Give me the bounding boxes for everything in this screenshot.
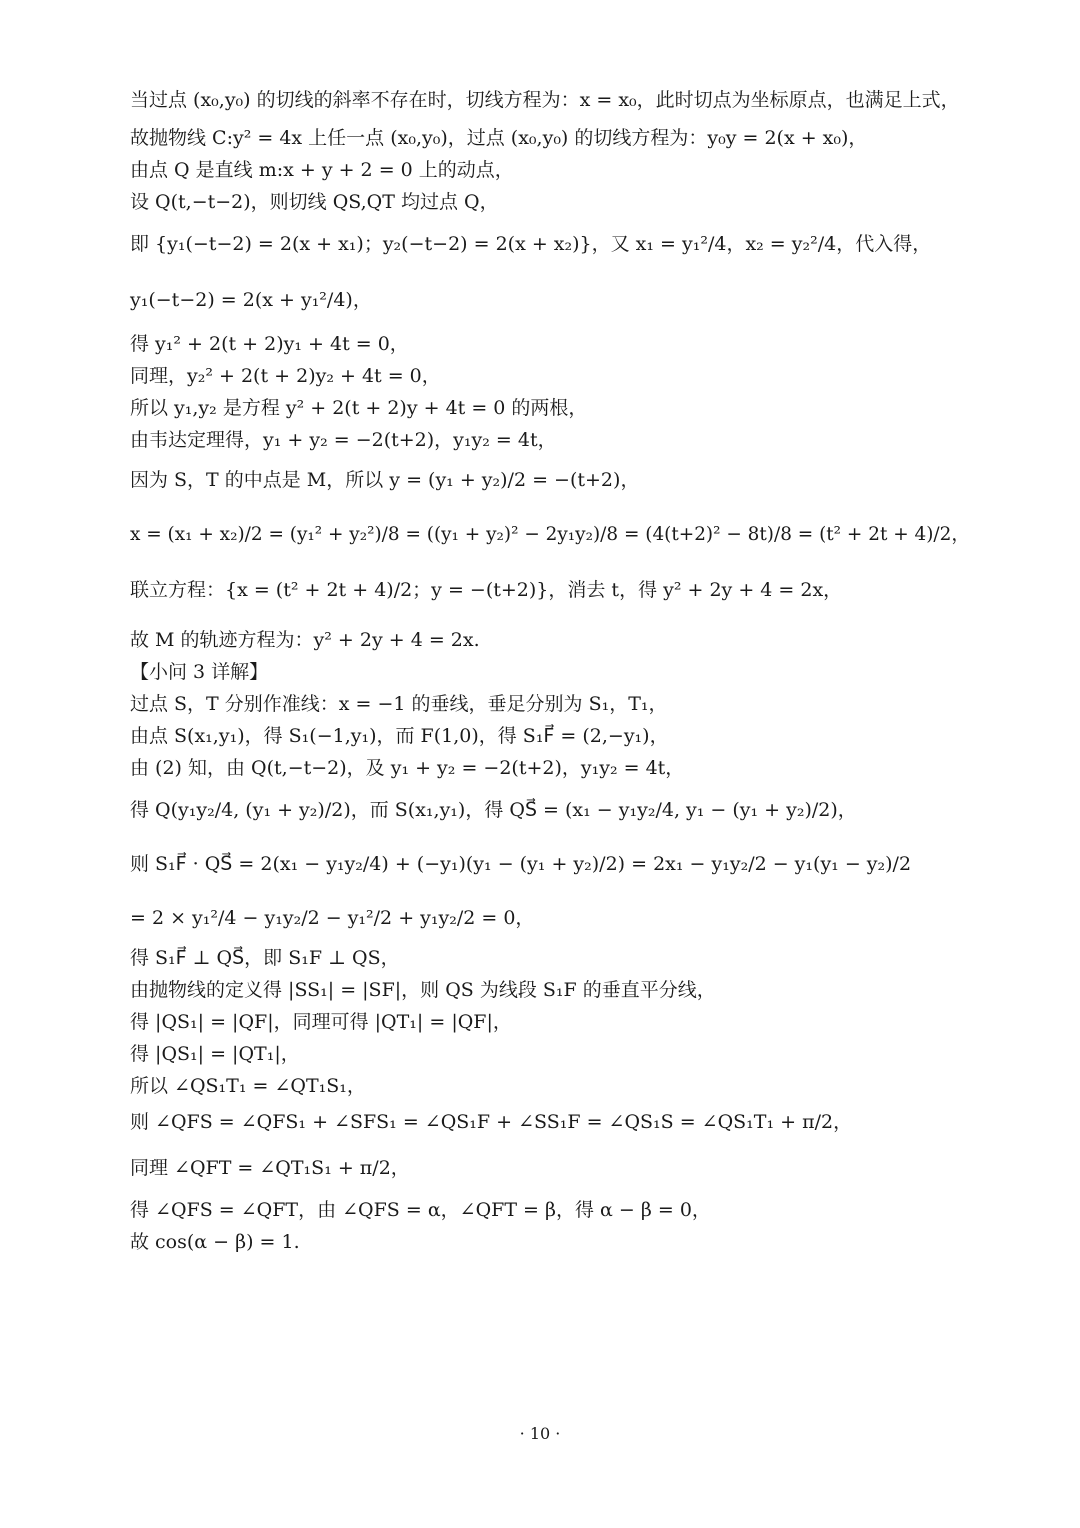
text-line: = 2 × y₁²/4 − y₁y₂/2 − y₁²/2 + y₁y₂/2 = 0， <box>130 907 535 929</box>
text-line: 联立方程：{x = (t² + 2t + 4)/2；y = −(t+2)}，消去 t，得 y² + 2y + 4 = 2x， <box>130 579 843 601</box>
text-line: 由 (2) 知，由 Q(t,−t−2)，及 y₁ + y₂ = −2(t+2)，y₁y₂ = 4t， <box>130 757 685 779</box>
text-line: 得 |QS₁| = |QF|，同理可得 |QT₁| = |QF|， <box>130 1011 512 1033</box>
text-line: 得 S₁F⃗ ⊥ QS⃗，即 S₁F ⊥ QS， <box>130 947 400 969</box>
text-line: 故抛物线 C:y² = 4x 上任一点 (x₀,y₀)，过点 (x₀,y₀) 的切线方程为：y₀y = 2(x + x₀)， <box>130 127 868 149</box>
text-line: 由韦达定理得，y₁ + y₂ = −2(t+2)，y₁y₂ = 4t， <box>130 429 557 451</box>
text-line: 由抛物线的定义得 |SS₁| = |SF|，则 QS 为线段 S₁F 的垂直平分线， <box>130 979 716 1001</box>
text-line: 故 cos(α − β) = 1. <box>130 1231 300 1253</box>
text-line: 则 S₁F⃗ · QS⃗ = 2(x₁ − y₁y₂/4) + (−y₁)(y₁ − (y₁ + y₂)/2) = 2x₁ − y₁y₂/2 − y₁(y₁ − y₂)/2 <box>130 853 912 875</box>
page-number: · 10 · <box>519 1424 561 1443</box>
text-line: 则 ∠QFS = ∠QFS₁ + ∠SFS₁ = ∠QS₁F + ∠SS₁F = ∠QS₁S = ∠QS₁T₁ + π/2， <box>130 1111 853 1133</box>
text-line: 当过点 (x₀,y₀) 的切线的斜率不存在时，切线方程为：x = x₀，此时切点为坐标原点，也满足上式， <box>130 89 960 111</box>
text-line: 得 Q(y₁y₂/4, (y₁ + y₂)/2)，而 S(x₁,y₁)，得 QS⃗ = (x₁ − y₁y₂/4, y₁ − (y₁ + y₂)/2)， <box>130 799 857 821</box>
section-heading: 【小问 3 详解】 <box>130 661 269 683</box>
text-line: 由点 S(x₁,y₁)，得 S₁(−1,y₁)，而 F(1,0)，得 S₁F⃗ = (2,−y₁)， <box>130 725 669 747</box>
text-line: 得 y₁² + 2(t + 2)y₁ + 4t = 0， <box>130 333 409 355</box>
text-line: 因为 S，T 的中点是 M，所以 y = (y₁ + y₂)/2 = −(t+2)， <box>130 469 640 491</box>
text-line: 所以 y₁,y₂ 是方程 y² + 2(t + 2)y + 4t = 0 的两根， <box>130 397 588 419</box>
text-line: 即 {y₁(−t−2) = 2(x + x₁)；y₂(−t−2) = 2(x + x₂)}，又 x₁ = y₁²/4，x₂ = y₂²/4，代入得， <box>130 233 932 255</box>
text-line: 所以 ∠QS₁T₁ = ∠QT₁S₁， <box>130 1075 366 1097</box>
text-line: 得 ∠QFS = ∠QFT，由 ∠QFS = α，∠QFT = β，得 α − β = 0， <box>130 1199 711 1221</box>
text-line: x = (x₁ + x₂)/2 = (y₁² + y₂²)/8 = ((y₁ + y₂)² − 2y₁y₂)/8 = (4(t+2)² − 8t)/8 = (t² + 2t + 4)/2， <box>130 523 970 545</box>
text-line: 同理 ∠QFT = ∠QT₁S₁ + π/2， <box>130 1157 410 1179</box>
text-line: 设 Q(t,−t−2)，则切线 QS,QT 均过点 Q， <box>130 191 499 213</box>
text-line: 过点 S，T 分别作准线：x = −1 的垂线，垂足分别为 S₁，T₁， <box>130 693 668 715</box>
text-line: 故 M 的轨迹方程为：y² + 2y + 4 = 2x. <box>130 629 480 651</box>
text-line: 由点 Q 是直线 m:x + y + 2 = 0 上的动点， <box>130 159 514 181</box>
text-line: y₁(−t−2) = 2(x + y₁²/4)， <box>130 289 372 311</box>
text-line: 同理，y₂² + 2(t + 2)y₂ + 4t = 0， <box>130 365 441 387</box>
text-line: 得 |QS₁| = |QT₁|， <box>130 1043 300 1065</box>
